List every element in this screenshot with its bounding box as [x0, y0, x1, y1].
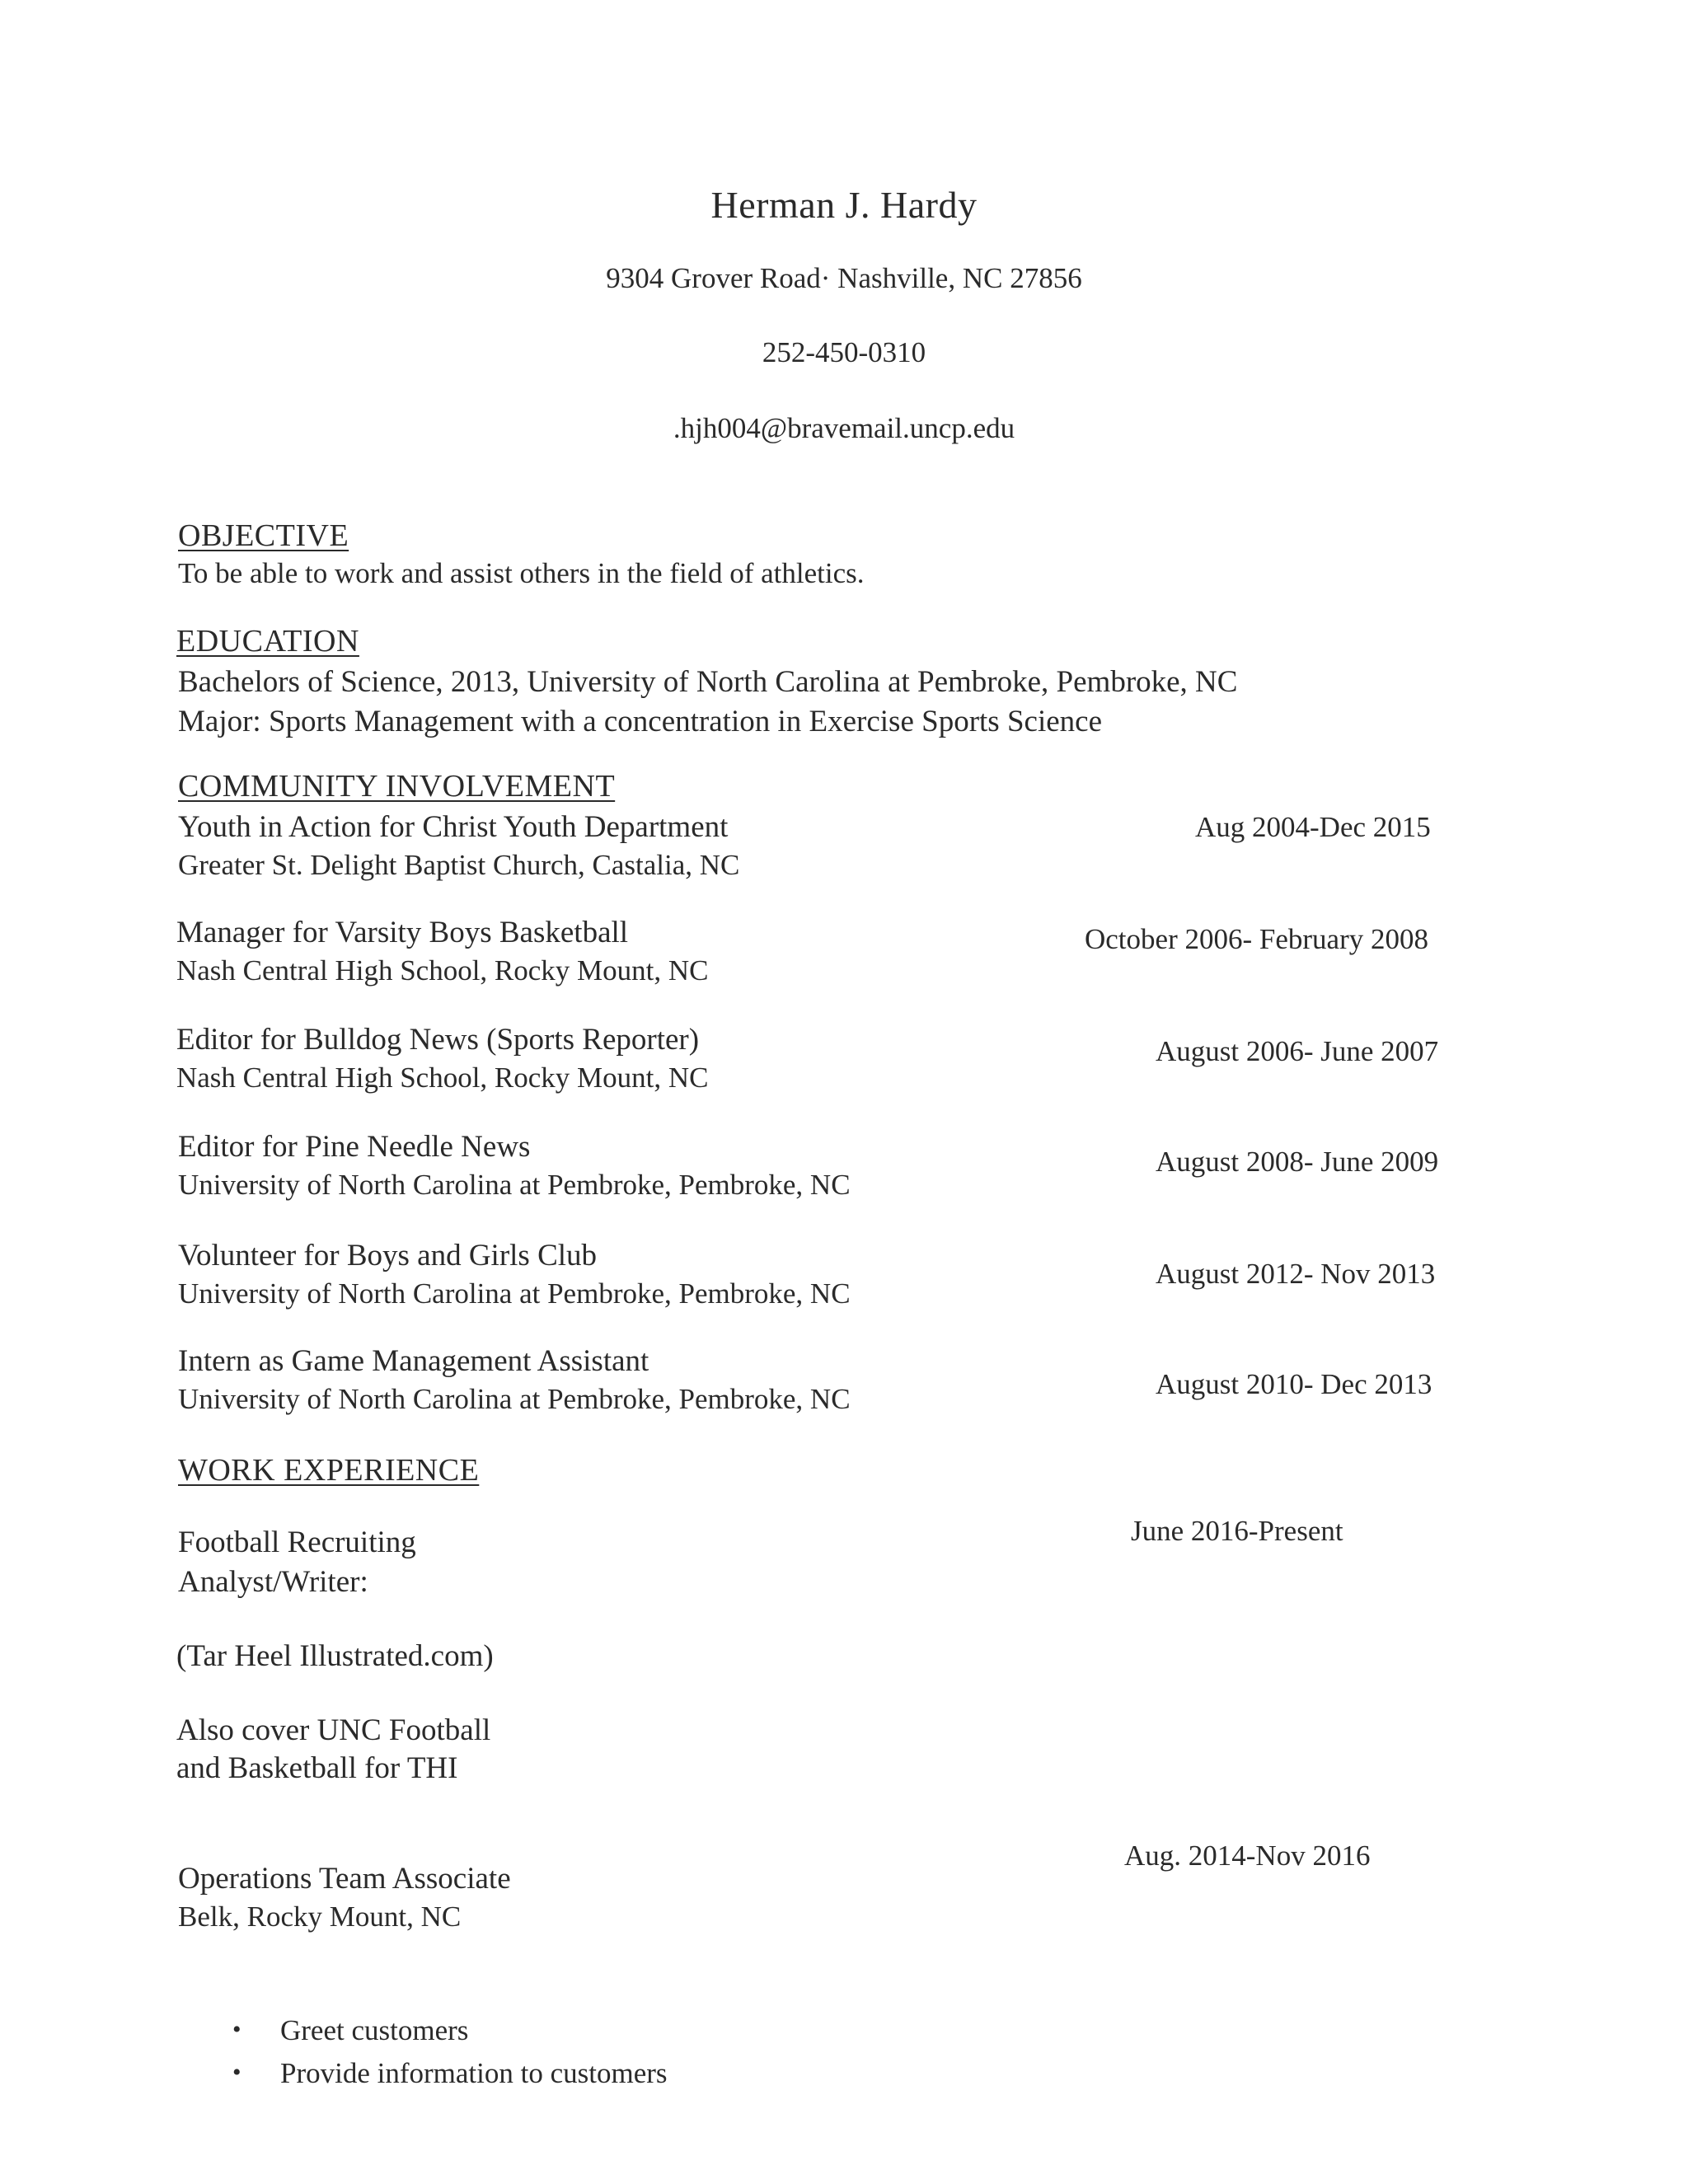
community-item-org: University of North Carolina at Pembroke, Pembroke, NC: [178, 1169, 851, 1201]
job-title-line2: Analyst/Writer:: [178, 1565, 368, 1599]
email-address: .hjh004@bravemail.uncp.edu: [673, 412, 1015, 444]
community-item-title: Volunteer for Boys and Girls Club: [178, 1239, 598, 1272]
community-item-org: University of North Carolina at Pembroke, Pembroke, NC: [178, 1277, 851, 1310]
community-item-org: University of North Carolina at Pembroke, Pembroke, NC: [178, 1383, 851, 1415]
community-item-date: October 2006- February 2008: [1085, 923, 1428, 955]
education-degree: Bachelors of Science, 2013, University of North Carolina at Pembroke, Pembroke, NC: [178, 665, 1238, 699]
job-duty: Provide information to customers: [280, 2057, 668, 2089]
job-duty: Greet customers: [280, 2014, 469, 2046]
job-note-line2: and Basketball for THI: [176, 1751, 458, 1785]
job-date: Aug. 2014-Nov 2016: [1124, 1840, 1371, 1872]
community-heading: COMMUNITY INVOLVEMENT: [178, 769, 616, 804]
community-item-date: August 2006- June 2007: [1156, 1035, 1439, 1067]
job-publication: (Tar Heel Illustrated.com): [176, 1639, 494, 1673]
bullet-icon: •: [232, 2059, 241, 2086]
education-heading: EDUCATION: [176, 624, 359, 658]
objective-text: To be able to work and assist others in the field of athletics.: [178, 557, 865, 589]
address: 9304 Grover Road· Nashville, NC 27856: [606, 262, 1082, 294]
community-item-date: Aug 2004-Dec 2015: [1195, 811, 1431, 843]
community-item-org: Nash Central High School, Rocky Mount, NC: [176, 1062, 709, 1094]
job-org: Belk, Rocky Mount, NC: [178, 1900, 462, 1933]
job-title-line1: Football Recruiting: [178, 1526, 416, 1559]
community-item-title: Editor for Pine Needle News: [178, 1130, 531, 1164]
education-major: Major: Sports Management with a concentration in Exercise Sports Science: [178, 705, 1103, 738]
community-item-date: August 2008- June 2009: [1156, 1146, 1439, 1178]
community-item-date: August 2012- Nov 2013: [1156, 1258, 1436, 1290]
community-item-title: Manager for Varsity Boys Basketball: [176, 916, 629, 949]
community-item-date: August 2010- Dec 2013: [1156, 1368, 1432, 1400]
objective-heading: OBJECTIVE: [178, 518, 349, 553]
community-item-org: Nash Central High School, Rocky Mount, NC: [176, 954, 709, 987]
job-note-line1: Also cover UNC Football: [176, 1713, 491, 1747]
bullet-icon: •: [232, 2016, 241, 2043]
community-item-title: Editor for Bulldog News (Sports Reporter): [176, 1023, 700, 1057]
work-heading: WORK EXPERIENCE: [178, 1453, 480, 1488]
job-title: Operations Team Associate: [178, 1862, 511, 1896]
job-date: June 2016-Present: [1131, 1515, 1343, 1547]
phone-number: 252-450-0310: [762, 336, 926, 368]
community-item-title: Youth in Action for Christ Youth Department: [178, 810, 729, 844]
community-item-title: Intern as Game Management Assistant: [178, 1344, 649, 1378]
candidate-name: Herman J. Hardy: [710, 184, 978, 226]
community-item-org: Greater St. Delight Baptist Church, Castalia, NC: [178, 849, 740, 881]
